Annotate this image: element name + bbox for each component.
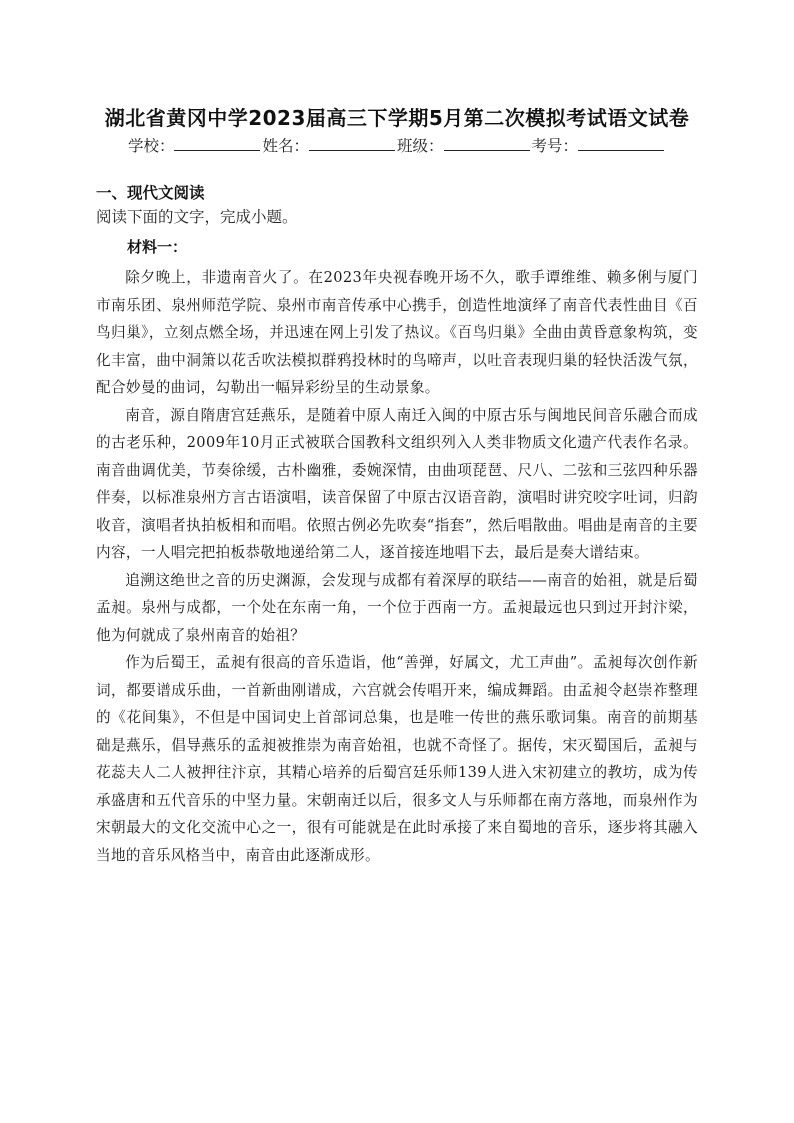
name-label: 姓名： [262,137,309,155]
exam-title: 湖北省黄冈中学2023届高三下学期5月第二次模拟考试语文试卷 [104,106,690,130]
passage-paragraph: 追溯这绝世之音的历史渊源，会发现与成都有着深厚的联结——南音的始祖，就是后蜀孟昶。泉州与成都，一个处在东南一角，一个位于西南一方。孟昶最远也只到过开封汴梁，他为何就成了泉州南音的始祖？ [96,571,698,644]
school-field [128,134,263,156]
name-blank [309,136,395,151]
exam-number-field [532,134,667,156]
section-instruction: 阅读下面的文字，完成小题。 [96,208,298,226]
exam-number-label: 考号： [531,137,579,155]
school-label: 学校： [127,137,175,155]
student-info-line [0,134,794,156]
school-blank [174,136,260,151]
exam-number-blank [578,136,664,151]
passage-paragraph: 南音，源自隋唐宫廷燕乐，是随着中原人南迁入闽的中原古乐与闽地民间音乐融合而成的古老乐种，2009年10月正式被联合国教科文组织列入人类非物质文化遗产代表作名录。南音曲调优美，节奏徐缓，古朴幽雅，委婉深情，由曲项琵琶、尺八、二弦和三弦四种乐器伴奏，以标准泉州方言古语演唱，读音保留了中原古汉语音韵，演唱时讲究咬字吐词，归韵收音，演唱者执拍板相和而唱。依照古例必先吹奏“指套”，然后唱散曲。唱曲是南音的主要内容，一人唱完把拍板恭敬地递给第二人，逐首接连地唱下去，最后是奏大谱结束。 [96,406,698,561]
passage-paragraph: 作为后蜀王，孟昶有很高的音乐造诣，他“善弹，好属文，尤工声曲”。孟昶每次创作新词，都要谱成乐曲，一首新曲刚谱成，六宫就会传唱开来，编成舞蹈。由孟昶令赵崇祚整理的《花间集》，不但是中国词史上首部词总集，也是唯一传世的燕乐歌词集。南音的前期基础是燕乐，倡导燕乐的孟昶被推崇为南音始祖，也就不奇怪了。据传，宋灭蜀国后，孟昶与花蕊夫人二人被押往汴京，其精心培养的后蜀宫廷乐师139人进入宋初建立的教坊，成为传承盛唐和五代音乐的中坚力量。宋朝南迁以后，很多文人与乐师都在南方落地，而泉州作为宋朝最大的文化交流中心之一，很有可能就是在此时承接了来自蜀地的音乐，逐步将其融入当地的音乐风格当中，南音由此逐渐成形。 [96,654,698,864]
name-field [262,134,397,156]
class-field [397,134,532,156]
passage-paragraph: 除夕晚上，非遗南音火了。在2023年央视春晚开场不久，歌手谭维维、赖多俐与厦门市南乐团、泉州师范学院、泉州市南音传承中心携手，创造性地演绎了南音代表性曲目《百鸟归巢》，立刻点燃全场，并迅速在网上引发了热议。《百鸟归巢》全曲由黄昏意象构筑，变化丰富，曲中洞箫以花舌吹法模拟群鸦投林时的鸟啼声，以吐音表现归巢的轻快活泼气氛，配合妙曼的曲词，勾勒出一幅异彩纷呈的生动景象。 [96,269,698,396]
class-label: 班级： [397,137,444,155]
reading-passage [96,264,698,869]
class-blank [444,136,530,151]
section-heading: 一、现代文阅读 [96,184,205,202]
material-label: 材料一： [127,238,188,256]
